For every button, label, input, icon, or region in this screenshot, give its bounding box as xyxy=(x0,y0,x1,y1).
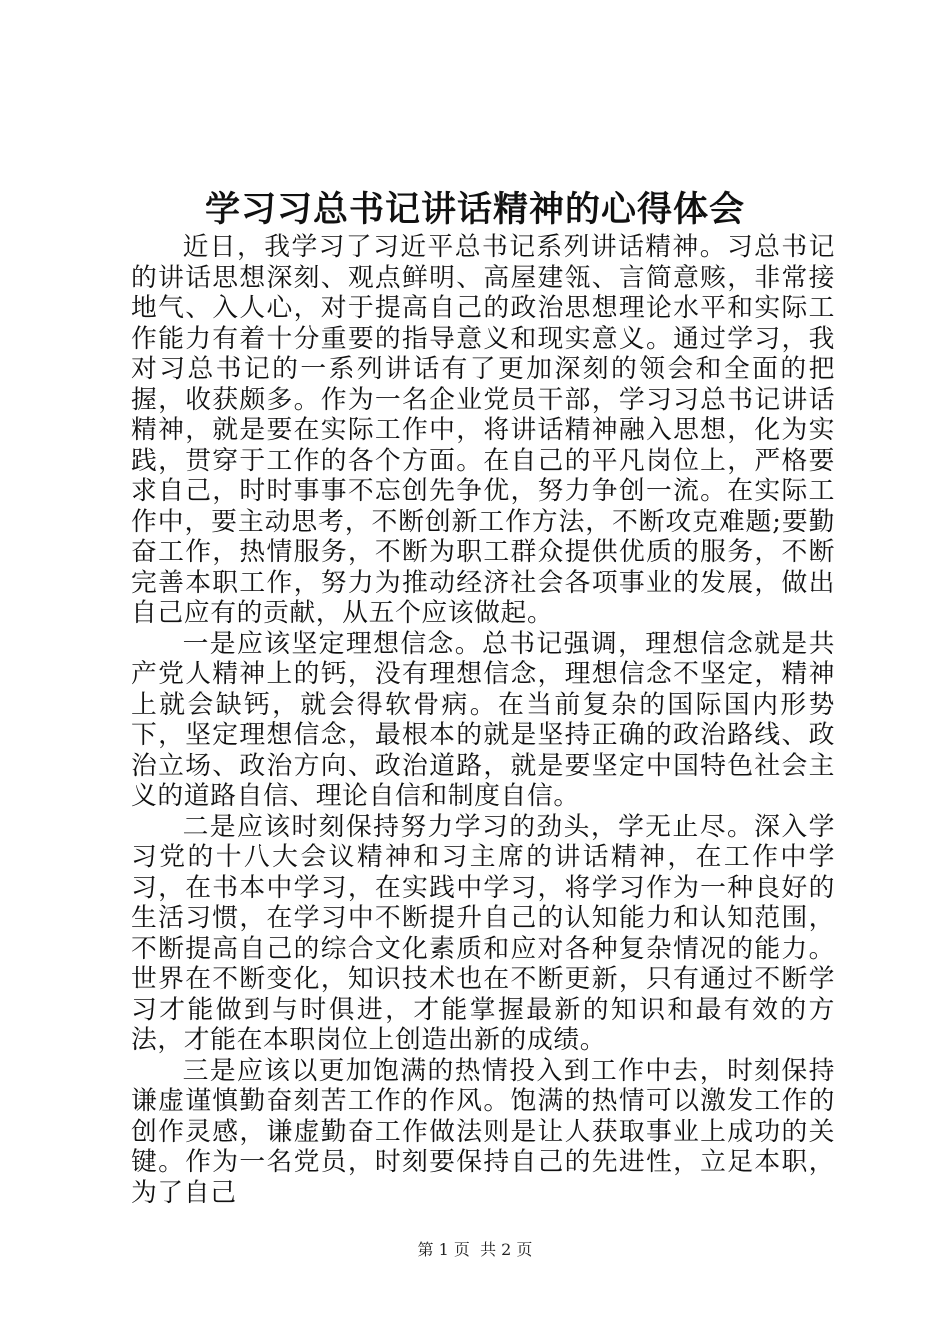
page-number-label: 第 1 页 共 2 页 xyxy=(417,1240,533,1259)
paragraph-point-one: 一是应该坚定理想信念。总书记强调，理想信念就是共产党人精神上的钙，没有理想信念，理想信念不坚定，精神上就会缺钙，就会得软骨病。在当前复杂的国际国内形势下，坚定理想信念，最根本的就是坚持正确的政治路线、政治立场、政治方向、政治道路，就是要坚定中国特色社会主义的道路自信、理论自信和制度自信。 xyxy=(131,628,835,811)
paragraph-intro: 近日，我学习了习近平总书记系列讲话精神。习总书记的讲话思想深刻、观点鲜明、高屋建瓴、言简意赅，非常接地气、入人心，对于提高自己的政治思想理论水平和实际工作能力有着十分重要的指导意义和现实意义。通过学习，我对习总书记的一系列讲话有了更加深刻的领会和全面的把握，收获颇多。作为一名企业党员干部，学习习总书记讲话精神，就是要在实际工作中，将讲话精神融入思想，化为实践，贯穿于工作的各个方面。在自己的平凡岗位上，严格要求自己，时时事事不忘创先争优，努力争创一流。在实际工作中，要主动思考，不断创新工作方法，不断攻克难题;要勤奋工作，热情服务，不断为职工群众提供优质的服务，不断完善本职工作，努力为推动经济社会各项事业的发展，做出自己应有的贡献，从五个应该做起。 xyxy=(131,232,835,628)
page-footer xyxy=(0,1238,950,1262)
paragraph-point-three: 三是应该以更加饱满的热情投入到工作中去，时刻保持谦虚谨慎勤奋刻苦工作的作风。饱满的热情可以激发工作的创作灵感，谦虚勤奋工作做法则是让人获取事业上成功的关键。作为一名党员，时刻要保持自己的先进性，立足本职，为了自己 xyxy=(131,1055,835,1208)
paragraph-point-two: 二是应该时刻保持努力学习的劲头，学无止尽。深入学习党的十八大会议精神和习主席的讲话精神，在工作中学习，在书本中学习，在实践中学习，将学习作为一种良好的生活习惯，在学习中不断提升自己的认知能力和认知范围，不断提高自己的综合文化素质和应对各种复杂情况的能力。世界在不断变化，知识技术也在不断更新，只有通过不断学习才能做到与时俱进，才能掌握最新的知识和最有效的方法，才能在本职岗位上创造出新的成绩。 xyxy=(131,811,835,1055)
document-body xyxy=(131,232,835,1208)
document-title: 学习习总书记讲话精神的心得体会 xyxy=(204,189,745,230)
